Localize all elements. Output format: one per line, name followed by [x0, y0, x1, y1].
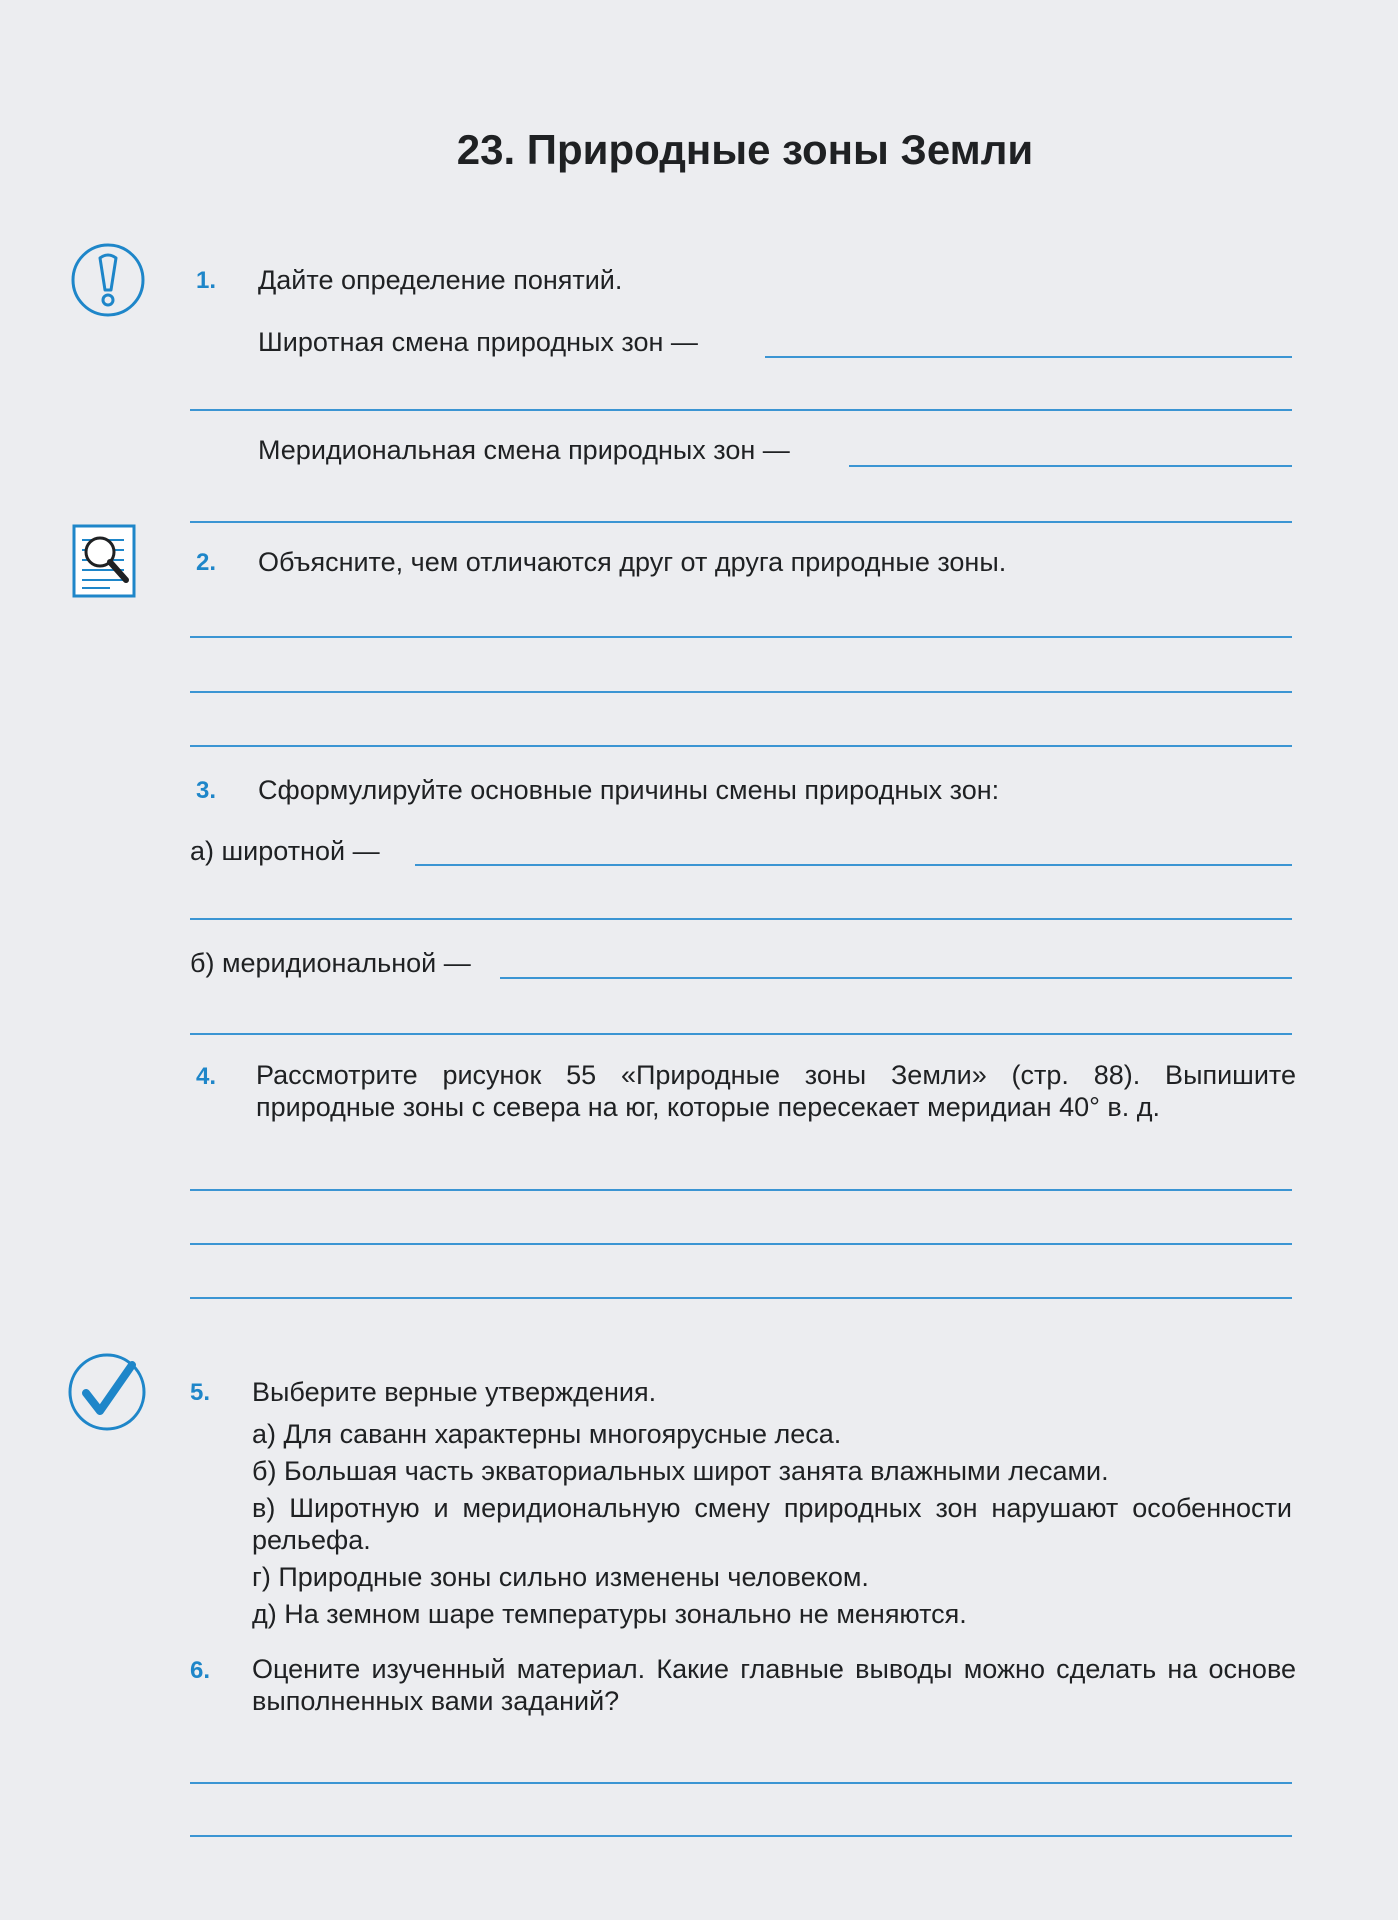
answer-line[interactable]: [190, 409, 1292, 411]
task-prompt: Объясните, чем отличаются друг от друга природные зоны.: [258, 547, 1007, 577]
task-number: 3.: [196, 777, 217, 804]
option-c: в) Широтную и меридиональную смену природных зон нарушают особенности рельефа.: [252, 1493, 1292, 1556]
answer-line[interactable]: [190, 1835, 1292, 1837]
page-title: 23. Природные зоны Земли: [456, 126, 1034, 173]
item-label: б) меридиональной —: [190, 948, 471, 978]
answer-line[interactable]: [765, 356, 1292, 358]
answer-line[interactable]: [415, 864, 1292, 866]
item-label: а) широтной —: [190, 836, 380, 866]
magnifier-document-icon: [70, 522, 138, 600]
task-number: 2.: [196, 549, 217, 576]
task-number: 1.: [196, 267, 217, 294]
option-b: б) Большая часть экваториальных широт занята влажными лесами.: [252, 1456, 1109, 1486]
answer-line[interactable]: [190, 918, 1292, 920]
answer-line[interactable]: [190, 691, 1292, 693]
task-prompt: Рассмотрите рисунок 55 «Природные зоны Земли» (стр. 88). Выпишите природные зоны с севера на юг, которые пересекает меридиан 40° в. д.: [256, 1060, 1296, 1123]
exclamation-icon: [70, 242, 146, 318]
answer-line[interactable]: [190, 1033, 1292, 1035]
answer-line[interactable]: [190, 521, 1292, 523]
task-prompt: Дайте определение понятий.: [258, 265, 623, 295]
answer-line[interactable]: [190, 745, 1292, 747]
task-number: 6.: [190, 1657, 211, 1684]
task-number: 5.: [190, 1379, 211, 1406]
answer-line[interactable]: [190, 1782, 1292, 1784]
option-a: а) Для саванн характерны многоярусные леса.: [252, 1419, 842, 1449]
option-d: г) Природные зоны сильно изменены человеком.: [252, 1562, 869, 1592]
answer-line[interactable]: [190, 1189, 1292, 1191]
term-label: Меридиональная смена природных зон —: [258, 435, 790, 465]
answer-line[interactable]: [500, 977, 1292, 979]
answer-line[interactable]: [190, 1243, 1292, 1245]
task-prompt: Сформулируйте основные причины смены природных зон:: [258, 775, 1000, 805]
option-e: д) На земном шаре температуры зонально не меняются.: [252, 1599, 967, 1629]
task-prompt: Выберите верные утверждения.: [252, 1377, 657, 1407]
answer-line[interactable]: [849, 465, 1292, 467]
checkmark-icon: [66, 1351, 148, 1433]
answer-line[interactable]: [190, 636, 1292, 638]
term-label: Широтная смена природных зон —: [258, 327, 698, 357]
answer-line[interactable]: [190, 1297, 1292, 1299]
task-prompt: Оцените изученный материал. Какие главные выводы можно сделать на основе выполненных вами заданий?: [252, 1654, 1296, 1717]
task-number: 4.: [196, 1063, 217, 1090]
